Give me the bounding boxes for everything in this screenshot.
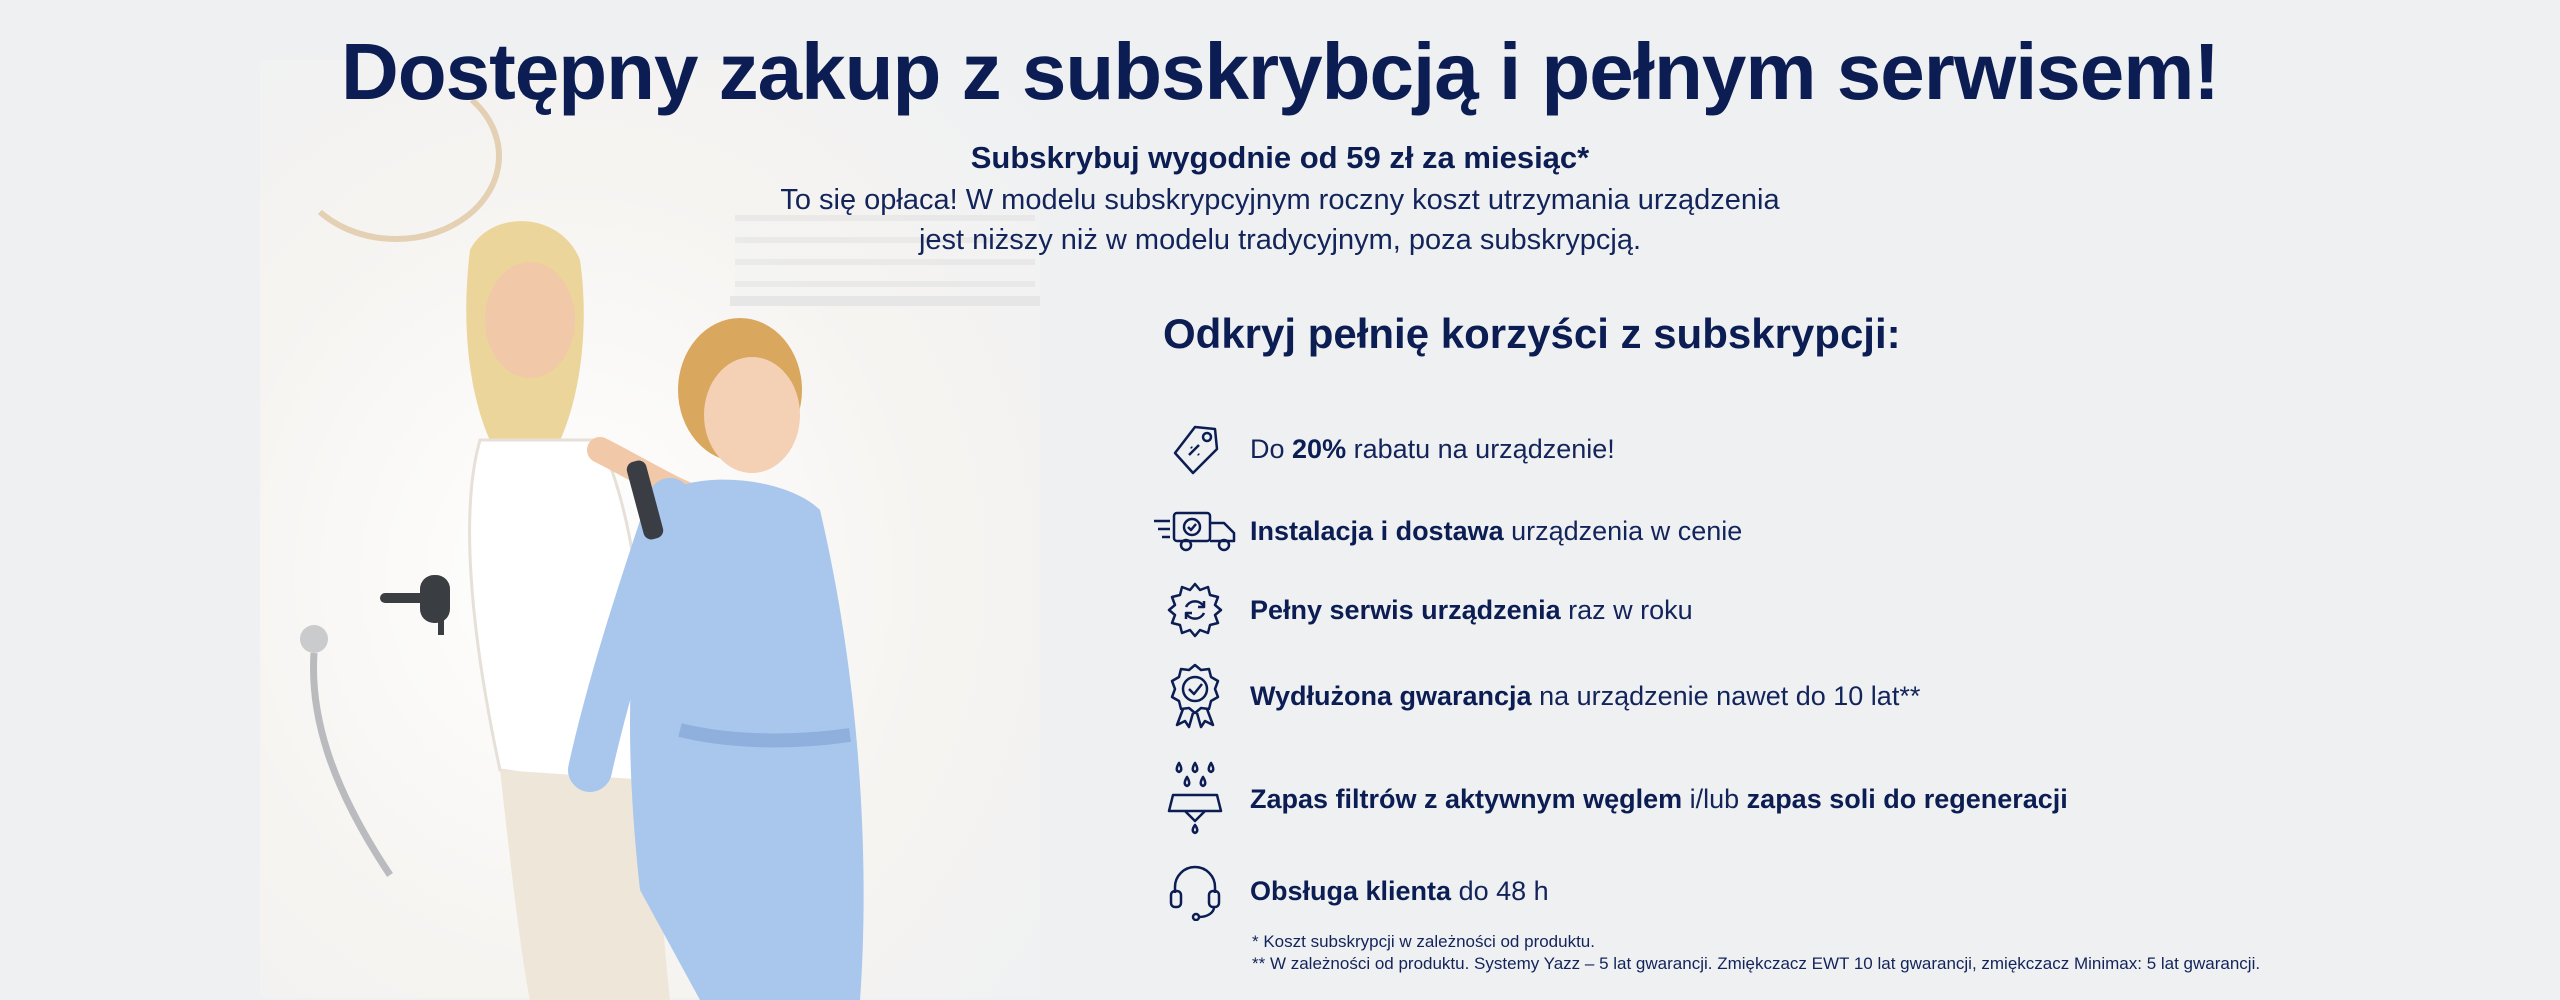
benefit-text: Obsługa klienta do 48 h <box>1250 875 1549 906</box>
description-line-2: jest niższy niż w modelu tradycyjnym, poza subskrypcją. <box>918 224 1642 256</box>
benefit-item-warranty <box>1140 661 2540 731</box>
discount-tag-icon <box>1140 414 1250 484</box>
benefit-text: Instalacja i dostawa urządzenia w cenie <box>1250 515 1743 546</box>
subscription-price-heading: Subskrybuj wygodnie od 59 zł za miesiąc* <box>970 140 1590 175</box>
water-filter-icon <box>1140 764 1250 834</box>
benefit-text: Do 20% rabatu na urządzenie! <box>1250 433 1615 464</box>
description-line-1: To się opłaca! W modelu subskrypcyjnym roczny koszt utrzymania urządzenia <box>780 184 1780 216</box>
benefit-item-support <box>1140 856 2540 926</box>
customer-support-icon <box>1140 856 1250 926</box>
benefit-text: Pełny serwis urządzenia raz w roku <box>1250 594 1693 625</box>
mother-and-child-image <box>440 210 1000 1000</box>
footnote-price: * Koszt subskrypcji w zależności od produktu. <box>1252 932 1595 951</box>
page-title: Dostępny zakup z subskrybcją i pełnym serwisem! <box>340 27 2220 116</box>
benefit-text: Zapas filtrów z aktywnym węglem i/lub zapas soli do regeneracji <box>1250 783 2068 814</box>
benefit-text: Wydłużona gwarancja na urządzenie nawet do 10 lat** <box>1250 680 1921 711</box>
benefit-item-discount <box>1140 414 2540 484</box>
benefit-item-service <box>1140 575 2540 645</box>
footnote-warranty: ** W zależności od produktu. Systemy Yazz – 5 lat gwarancji. Zmiękczacz EWT 10 lat gwarancji, zmiękczacz Minimax: 5 lat gwarancji. <box>1252 954 2261 973</box>
benefit-item-delivery <box>1140 496 2540 566</box>
benefits-heading: Odkryj pełnię korzyści z subskrypcji: <box>1163 310 1901 357</box>
delivery-truck-icon <box>1140 496 1250 566</box>
subscription-description <box>0 180 2560 260</box>
service-gear-icon <box>1140 575 1250 645</box>
shower-hose-image <box>300 625 420 885</box>
warranty-badge-icon <box>1140 661 1250 731</box>
benefit-item-filters <box>1140 764 2540 834</box>
